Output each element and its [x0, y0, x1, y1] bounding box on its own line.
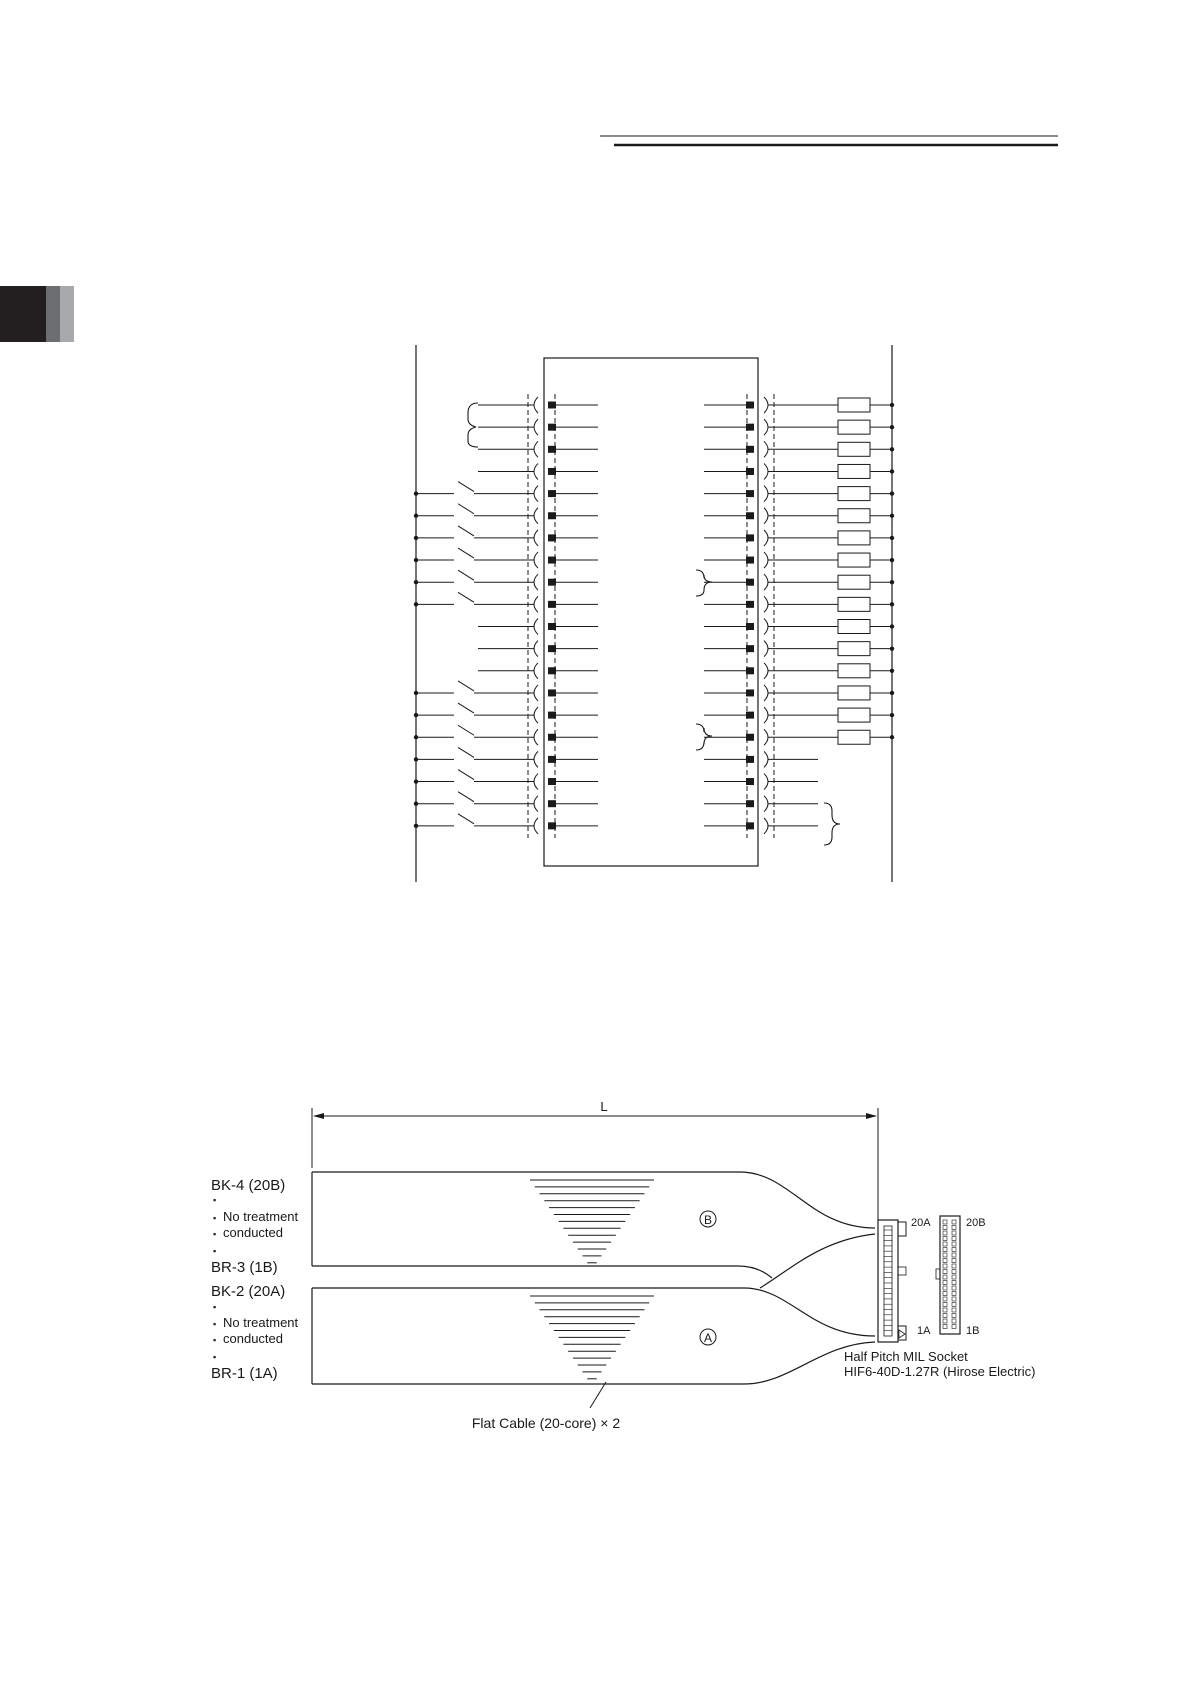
- flat-cable-leader-line: [590, 1382, 606, 1408]
- left-pin-terminal: [548, 446, 556, 453]
- connector-pin-b: [952, 1270, 956, 1274]
- left-pin-terminal: [548, 623, 556, 630]
- left-pin-terminal: [548, 557, 556, 564]
- left-connector-contact: [534, 774, 538, 790]
- right-connector-contact: [764, 707, 768, 723]
- load-resistor: [838, 398, 870, 412]
- connector-pin-a: [943, 1275, 947, 1279]
- right-rail-junction-dot: [890, 669, 894, 673]
- left-connector-contact: [534, 441, 538, 457]
- right-pin-terminal: [746, 756, 754, 763]
- left-connector-contact: [534, 796, 538, 812]
- connector-pin-b: [952, 1314, 956, 1318]
- connector-pin-b: [952, 1297, 956, 1301]
- right-rail-junction-dot: [890, 491, 894, 495]
- right-rail-junction-dot: [890, 558, 894, 562]
- right-connector-contact: [764, 552, 768, 568]
- connector-pin-a: [943, 1292, 947, 1296]
- dimension-arrow-right: [866, 1113, 877, 1119]
- connector-pin-b: [952, 1220, 956, 1224]
- right-connector-contact: [764, 729, 768, 745]
- cable-b-marker: B: [703, 1213, 713, 1227]
- left-connector-contact: [534, 707, 538, 723]
- left-pin-terminal: [548, 800, 556, 807]
- left-pin-terminal: [548, 579, 556, 586]
- left-pin-terminal: [548, 534, 556, 541]
- bullet: ▪: [213, 1246, 217, 1256]
- connector-side-view: [878, 1220, 906, 1342]
- connector-name-line2: HIF6-40D-1.27R (Hirose Electric): [844, 1364, 1036, 1379]
- connector-pin-a: [943, 1308, 947, 1312]
- right-connector-contact: [764, 796, 768, 812]
- connector-pin-a: [943, 1248, 947, 1252]
- load-resistor: [838, 597, 870, 611]
- left-pin-terminal: [548, 667, 556, 674]
- right-pin-terminal: [746, 645, 754, 652]
- left-connector-contact: [534, 818, 538, 834]
- cable-a-bottom-label: BR-1 (1A): [211, 1365, 278, 1382]
- cable-b-transition: [760, 1234, 875, 1288]
- switch-contact: [458, 725, 474, 735]
- wiring-diagram: [414, 345, 894, 882]
- right-pin-terminal: [746, 424, 754, 431]
- connector-pin-b: [952, 1286, 956, 1290]
- connector-pin-b: [952, 1303, 956, 1307]
- chapter-tab: [0, 286, 74, 342]
- left-pin-terminal: [548, 490, 556, 497]
- cable-b-bottom-label: BR-3 (1B): [211, 1259, 278, 1276]
- right-connector-contact: [764, 441, 768, 457]
- left-pin-terminal: [548, 778, 556, 785]
- left-connector-contact: [534, 530, 538, 546]
- cable-b-top-label: BK-4 (20B): [211, 1177, 286, 1194]
- connector-pin-a: [943, 1242, 947, 1246]
- flat-cable-caption: Flat Cable (20-core) × 2: [471, 1415, 621, 1431]
- connector-pin-a: [943, 1314, 947, 1318]
- load-resistor: [838, 620, 870, 634]
- right-pin-terminal: [746, 689, 754, 696]
- header-rule: [600, 136, 1058, 145]
- bullet: ▪: [213, 1319, 217, 1329]
- connector-pin-a: [943, 1319, 947, 1323]
- pin-20a-label: 20A: [911, 1217, 931, 1229]
- controller-block: [544, 358, 758, 866]
- connector-pin-a: [943, 1281, 947, 1285]
- load-resistor: [838, 487, 870, 501]
- bullet: ▪: [213, 1213, 217, 1223]
- connector-pin-a: [943, 1231, 947, 1235]
- right-connector-contact: [764, 641, 768, 657]
- left-pin-terminal: [548, 424, 556, 431]
- right-pin-terminal: [746, 667, 754, 674]
- pin-1b-label: 1B: [966, 1325, 980, 1337]
- switch-contact: [458, 548, 474, 558]
- cable-b-outline-bottom: [312, 1266, 772, 1278]
- connector-pin-a: [943, 1220, 947, 1224]
- switch-contact: [458, 747, 474, 757]
- right-rail-junction-dot: [890, 536, 894, 540]
- right-pin-terminal: [746, 778, 754, 785]
- cable-a-outline-bottom: [312, 1342, 875, 1384]
- left-connector-contact: [534, 663, 538, 679]
- left-pin-terminal: [548, 512, 556, 519]
- left-pin-terminal: [548, 468, 556, 475]
- right-rail-junction-dot: [890, 691, 894, 695]
- right-rail-junction-dot: [890, 602, 894, 606]
- right-connector-contact: [764, 596, 768, 612]
- load-resistor: [838, 531, 870, 545]
- left-connector-contact: [534, 574, 538, 590]
- right-rail-junction-dot: [890, 624, 894, 628]
- bullet: ▪: [213, 1335, 217, 1345]
- connector-pin-b: [952, 1319, 956, 1323]
- right-connector-contact: [764, 397, 768, 413]
- right-connector-contact: [764, 508, 768, 524]
- load-resistor: [838, 686, 870, 700]
- right-connector-contact: [764, 486, 768, 502]
- right-connector-contact: [764, 663, 768, 679]
- right-pin-pair-brace-upper: [696, 570, 712, 596]
- right-rail-junction-dot: [890, 514, 894, 518]
- right-pin-terminal: [746, 800, 754, 807]
- connector-pin-a: [943, 1325, 947, 1329]
- load-resistor: [838, 509, 870, 523]
- right-pin-terminal: [746, 468, 754, 475]
- right-connector-contact: [764, 574, 768, 590]
- right-pin-terminal: [746, 512, 754, 519]
- connector-pin-b: [952, 1253, 956, 1257]
- connector-pin-a: [943, 1264, 947, 1268]
- left-connector-contact: [534, 552, 538, 568]
- right-pin-terminal: [746, 822, 754, 829]
- connector-pin-a: [943, 1270, 947, 1274]
- left-pin-terminal: [548, 402, 556, 409]
- dimension-label: L: [600, 1099, 608, 1114]
- left-connector-contact: [534, 419, 538, 435]
- switch-contact: [458, 770, 474, 780]
- load-resistor: [838, 730, 870, 744]
- left-pin-terminal: [548, 822, 556, 829]
- switch-contact: [458, 814, 474, 824]
- cable-b-note-line1: No treatment: [223, 1209, 299, 1224]
- connector-pin-b: [952, 1226, 956, 1230]
- cable-a-top-label: BK-2 (20A): [211, 1283, 286, 1300]
- right-rail-junction-dot: [890, 646, 894, 650]
- connector-pin-b: [952, 1281, 956, 1285]
- left-connector-contact: [534, 619, 538, 635]
- cable-a-note-line1: No treatment: [223, 1315, 299, 1330]
- left-pin-terminal: [548, 689, 556, 696]
- switch-contact: [458, 482, 474, 492]
- switch-contact: [458, 526, 474, 536]
- cable-a-outline-top: [312, 1288, 875, 1336]
- connector-pin-b: [952, 1325, 956, 1329]
- cable-drawing: [211, 1099, 1035, 1431]
- cable-b-note-line2: conducted: [223, 1225, 283, 1240]
- connector-pin-b: [952, 1264, 956, 1268]
- right-rail-junction-dot: [890, 735, 894, 739]
- right-pin-terminal: [746, 534, 754, 541]
- connector-pin-b: [952, 1292, 956, 1296]
- right-pin-terminal: [746, 490, 754, 497]
- pin-20b-label: 20B: [966, 1217, 986, 1229]
- load-resistor: [838, 464, 870, 478]
- right-rail-junction-dot: [890, 425, 894, 429]
- right-connector-contact: [764, 530, 768, 546]
- right-connector-contact: [764, 463, 768, 479]
- connector-pin-a: [943, 1259, 947, 1263]
- left-connector-contact: [534, 641, 538, 657]
- load-resistor: [838, 575, 870, 589]
- cable-a-core-fan: [530, 1296, 654, 1379]
- connector-pin-b: [952, 1308, 956, 1312]
- connector-pin-a: [943, 1237, 947, 1241]
- power-pin-brace: [824, 803, 840, 845]
- load-resistor: [838, 442, 870, 456]
- bullet: ▪: [213, 1229, 217, 1239]
- right-rail-junction-dot: [890, 447, 894, 451]
- cable-b-core-fan: [530, 1180, 654, 1263]
- left-pin-terminal: [548, 756, 556, 763]
- right-connector-contact: [764, 751, 768, 767]
- left-connector-contact: [534, 596, 538, 612]
- load-resistor: [838, 553, 870, 567]
- right-connector-contact: [764, 774, 768, 790]
- bullet: ▪: [213, 1302, 217, 1312]
- connector-front-view: [936, 1216, 960, 1334]
- cable-a-note-line2: conducted: [223, 1331, 283, 1346]
- left-connector-contact: [534, 751, 538, 767]
- connector-pin-b: [952, 1242, 956, 1246]
- load-resistor: [838, 664, 870, 678]
- right-rail-junction-dot: [890, 580, 894, 584]
- left-pin-terminal: [548, 601, 556, 608]
- pin-1a-label: 1A: [917, 1325, 931, 1337]
- connector-pin-b: [952, 1275, 956, 1279]
- right-pin-terminal: [746, 446, 754, 453]
- right-connector-contact: [764, 619, 768, 635]
- switch-contact: [458, 570, 474, 580]
- right-pin-terminal: [746, 623, 754, 630]
- right-pin-terminal: [746, 734, 754, 741]
- right-pin-terminal: [746, 402, 754, 409]
- cable-a-marker: A: [703, 1331, 713, 1345]
- right-rail-junction-dot: [890, 713, 894, 717]
- left-pin-pair-brace: [468, 403, 478, 447]
- connector-pin-b: [952, 1259, 956, 1263]
- switch-contact: [458, 681, 474, 691]
- left-pin-terminal: [548, 712, 556, 719]
- switch-contact: [458, 592, 474, 602]
- switch-contact: [458, 703, 474, 713]
- connector-pin-a: [943, 1226, 947, 1230]
- right-pin-terminal: [746, 557, 754, 564]
- left-connector-contact: [534, 729, 538, 745]
- connector-pin-a: [943, 1297, 947, 1301]
- right-connector-contact: [764, 818, 768, 834]
- switch-contact: [458, 792, 474, 802]
- right-rail-junction-dot: [890, 403, 894, 407]
- switch-contact: [458, 504, 474, 514]
- left-connector-contact: [534, 463, 538, 479]
- left-connector-contact: [534, 685, 538, 701]
- left-connector-contact: [534, 486, 538, 502]
- bullet: ▪: [213, 1352, 217, 1362]
- right-connector-contact: [764, 685, 768, 701]
- right-pin-terminal: [746, 579, 754, 586]
- connector-pin-a: [943, 1253, 947, 1257]
- left-pin-terminal: [548, 645, 556, 652]
- left-connector-contact: [534, 397, 538, 413]
- connector-pin-b: [952, 1237, 956, 1241]
- left-connector-contact: [534, 508, 538, 524]
- right-pin-terminal: [746, 712, 754, 719]
- connector-pin-a: [943, 1303, 947, 1307]
- load-resistor: [838, 420, 870, 434]
- dimension-arrow-left: [313, 1113, 324, 1119]
- right-pin-terminal: [746, 601, 754, 608]
- connector-name-line1: Half Pitch MIL Socket: [844, 1349, 968, 1364]
- left-pin-terminal: [548, 734, 556, 741]
- right-connector-contact: [764, 419, 768, 435]
- bullet: ▪: [213, 1195, 217, 1205]
- right-rail-junction-dot: [890, 469, 894, 473]
- connector-pin-a: [943, 1286, 947, 1290]
- connector-pin-b: [952, 1231, 956, 1235]
- connector-pin-b: [952, 1248, 956, 1252]
- load-resistor: [838, 642, 870, 656]
- load-resistor: [838, 708, 870, 722]
